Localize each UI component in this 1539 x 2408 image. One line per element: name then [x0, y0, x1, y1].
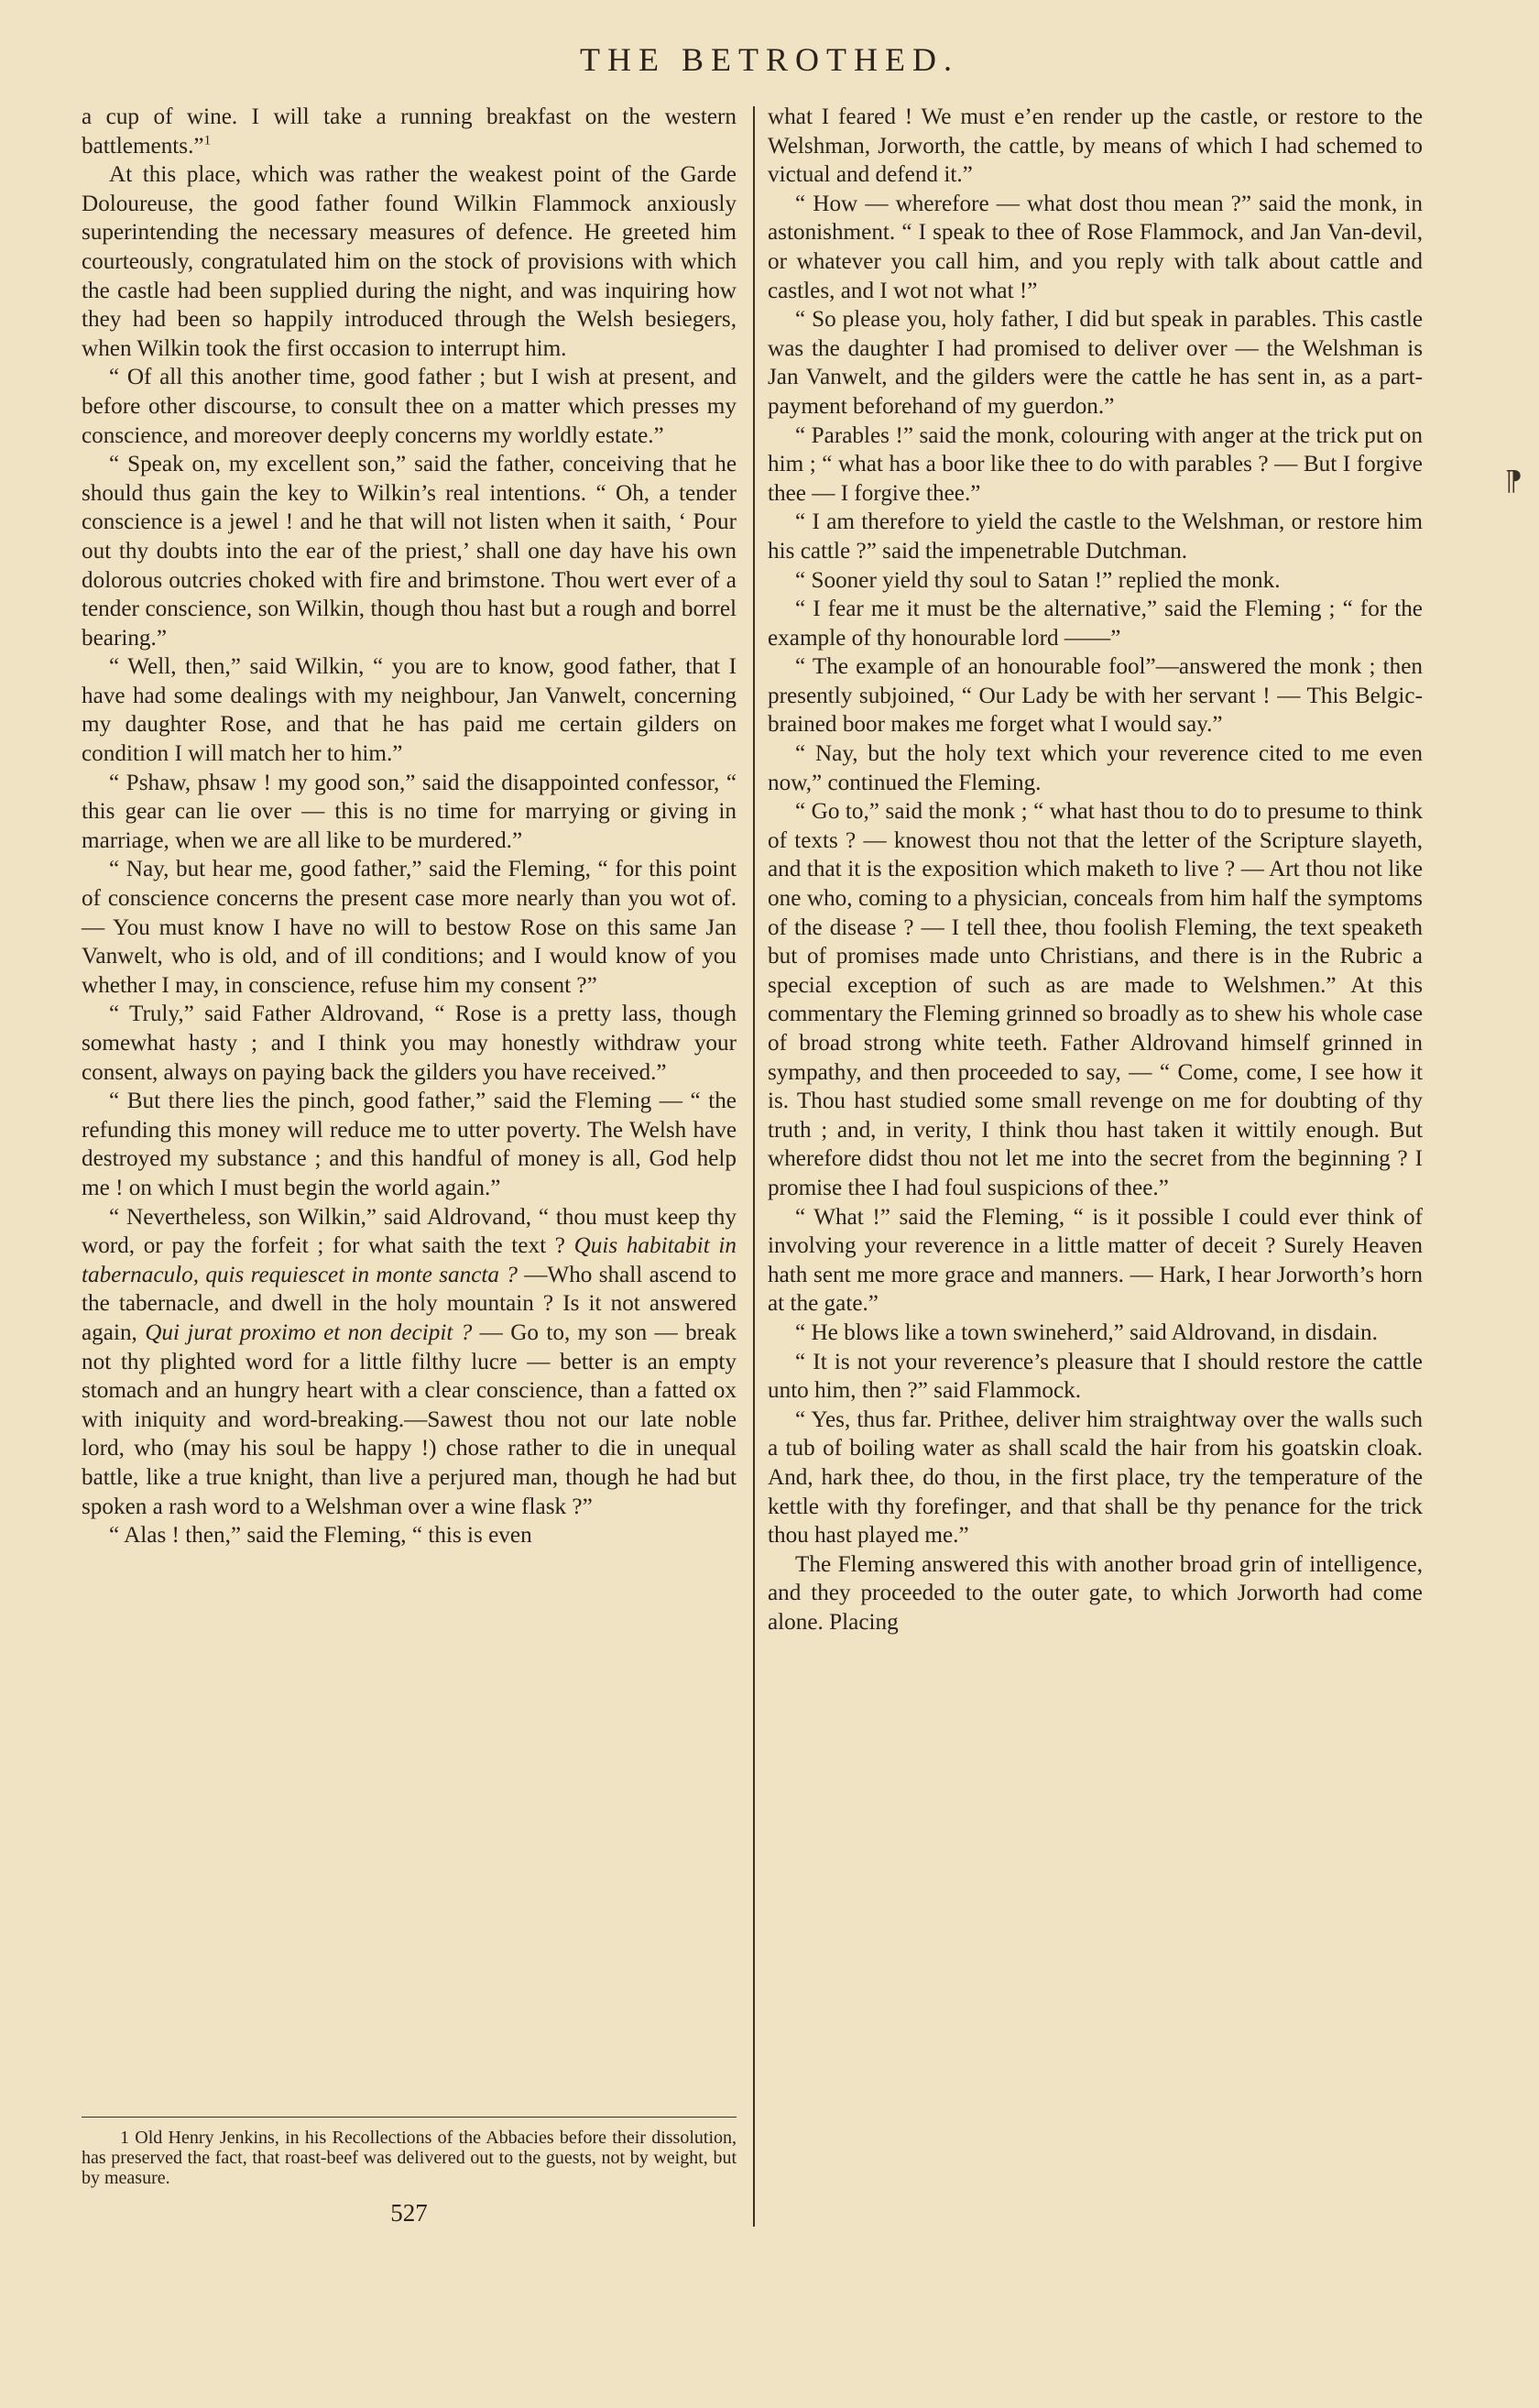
paragraph: “ Well, then,” said Wilkin, “ you are to know, good father, that I have had some dealings with my neighbour, Jan Vanwelt, concerning my daughter Rose, and that he has paid me certain gilders on condition I will match her to him.” — [82, 654, 737, 767]
paragraph: “ How — wherefore — what dost thou mean ?” said the monk, in astonishment. “ I speak to thee of Rose Flammock, and Jan Van-devil, or whatever you call him, and you reply with talk about cattle and castles, and I wot not what !” — [768, 191, 1423, 303]
paragraph — [82, 103, 737, 160]
paragraph: “ What !” said the Fleming, “ is it possible I could ever think of involving your reverence in a little matter of deceit ? Surely Heaven hath sent me more grace and manners. — Hark, I hear Jorworth’s horn at the gate.” — [768, 1204, 1423, 1317]
paragraph-text: “ Nevertheless, son Wilkin,” said Aldrovand, “ thou must keep thy word, or pay the forfeit ; for what saith the text ? — [82, 1204, 737, 1259]
page-title: THE BETROTHED. — [580, 41, 959, 78]
paragraph: “ Nay, but the holy text which your reverence cited to me even now,” continued the Fleming. — [768, 741, 1423, 795]
latin-quote: Quis habitabit in tabernaculo, quis requiescet in monte sancta ? — [82, 1233, 737, 1287]
paragraph: “ Of all this another time, good father ; but I wish at present, and before other discourse, to consult thee on a matter which presses my conscience, and moreover deeply concerns my worldly estate.” — [82, 365, 737, 448]
paragraph: “ It is not your reverence’s pleasure that I should restore the cattle unto him, then ?” said Flammock. — [768, 1349, 1423, 1404]
right-column — [768, 103, 1423, 1636]
paragraph: “ Nay, but hear me, good father,” said the Fleming, “ for this point of conscience concerns the present case more nearly than you wot of. — You must know I have no will to bestow Rose on this same Jan Vanwelt, who is old, and of ill conditions; and I would know of you whether I may, in conscience, refuse him my consent ?” — [82, 857, 737, 998]
footnote: 1 Old Henry Jenkins, in his Recollections of the Abbacies before their dissolution, has preserved the fact, that roast-beef was delivered out to the guests, not by weight, but by measure. — [82, 2128, 737, 2188]
paragraph: “ Parables !” said the monk, colouring with anger at the trick put on him ; “ what has a boor like thee to do with parables ? — But I forgive thee — I forgive thee.” — [768, 422, 1423, 506]
latin-quote: Qui jurat proximo et non decipit ? — [145, 1319, 473, 1345]
paragraph: At this place, which was rather the weakest point of the Garde Doloureuse, the good father found Wilkin Flammock anxiously superintending the necessary measures of defence. He greeted him courteously, congratulated him on the stock of provisions with which the castle had been supplied during the night, and was inquiring how they had been so happily introduced through the Welsh besiegers, when Wilkin took the first occasion to interrupt him. — [82, 162, 737, 361]
paragraph: “ Alas ! then,” said the Fleming, “ this is even — [109, 1523, 532, 1549]
paragraph: “ Pshaw, phsaw ! my good son,” said the disappointed confessor, “ this gear can lie over — this is no time for marrying or giving in marriage, when we are all like to be murdered.” — [82, 770, 737, 853]
paragraph: “ The example of an honourable fool”—answered the monk ; then presently subjoined, “ Our Lady be with her servant ! — This Belgic-brained boor makes me forget what I would say.” — [768, 654, 1423, 738]
paragraph-text: a cup of wine. I will take a running breakfast on the western battlements.” — [82, 104, 737, 159]
margin-mark-icon: ⁋ — [1504, 465, 1523, 498]
paragraph: “ So please you, holy father, I did but speak in parables. This castle was the daughter I had promised to deliver over — the Welshman is Jan Vanwelt, and the gilders were the cattle he has sent in, as a part-payment beforehand of my guerdon.” — [768, 307, 1423, 419]
paragraph: “ Sooner yield thy soul to Satan !” replied the monk. — [795, 567, 1281, 593]
paragraph: “ But there lies the pinch, good father,” said the Fleming — “ the refunding this money will reduce me to utter poverty. The Welsh have destroyed my substance ; and this handful of money is all, God help me ! on which I must begin the world again.” — [82, 1089, 737, 1200]
footnote-reference: 1 — [203, 133, 212, 148]
paragraph: “ I am therefore to yield the castle to the Welshman, or restore him his cattle ?” said the impenetrable Dutchman. — [768, 509, 1423, 564]
paragraph: what I feared ! We must e’en render up the castle, or restore to the Welshman, Jorworth, the cattle, by means of which I had schemed to victual and defend it.” — [768, 104, 1423, 188]
paragraph: “ Yes, thus far. Prithee, deliver him straightway over the walls such a tub of boiling water as shall scald the hair from his goatskin cloak. And, hark thee, do thou, in the first place, try the temperature of the kettle with thy forefinger, and that shall be thy penance for the trick thou hast played me.” — [768, 1406, 1423, 1549]
paragraph: “ Truly,” said Father Aldrovand, “ Rose is a pretty lass, though somewhat hasty ; and I think you may honestly withdraw your consent, always on paying back the gilders you have received.” — [82, 1002, 737, 1085]
paragraph: The Fleming answered this with another broad grin of intelligence, and they proceeded to the outer gate, to which Jorworth had come alone. Placing — [768, 1551, 1423, 1635]
column-divider — [753, 106, 755, 2227]
paragraph: “ Speak on, my excellent son,” said the father, conceiving that he should thus gain the key to Wilkin’s real intentions. “ Oh, a tender conscience is a jewel ! and he that will not listen when it saith, ‘ Pour out thy doubts into the ear of the priest,’ shall one day have his own dolorous outcries choked with fire and brimstone. Thou wert ever of a tender conscience, son Wilkin, though thou hast but a rough and borrel bearing.” — [82, 452, 737, 651]
paragraph: “ Go to,” said the monk ; “ what hast thou to do to presume to think of texts ? — knowest thou not that the letter of the Scripture slayeth, and that it is the exposition which maketh to live ? — Art thou not like one who, coming to a physician, conceals from him half the symptoms of the disease ? — I tell thee, thou foolish Fleming, the text speaketh but of promises made unto Christians, and there is in the Rubric a special exception of such as are made to Welshmen.” At this commentary the Fleming grinned so broadly as to shew his whole case of broad strong white teeth. Father Aldrovand himself grinned in sympathy, and then proceeded to say, — “ Come, come, I see how it is. Thou hast studied some small revenge on me for doubting of thy truth ; and, in verity, I think thou hast taken it wittily enough. But wherefore didst thou not let me into the secret from the beginning ? I promise thee I had foul suspicions of thee.” — [768, 799, 1423, 1200]
paragraph-text: — Go to, my son — break not thy plighted word for a little filthy lucre — better is an empty stomach and an hungry heart with a clear conscience, than a fatted ox with iniquity and word-breaking.—Sawest thou not our late noble lord, who (may his soul be happy !) chose rather to die in unequal battle, like a true knight, than live a perjured man, though he had but spoken a rash word to a Welshman over a wine flask ?” — [82, 1319, 737, 1519]
paragraph: “ I fear me it must be the alternative,” said the Fleming ; “ for the example of thy honourable lord ——” — [768, 597, 1423, 651]
page-number: 527 — [390, 2199, 428, 2227]
paragraph: “ He blows like a town swineherd,” said Aldrovand, in disdain. — [795, 1319, 1378, 1345]
footnote-divider — [82, 2117, 737, 2118]
left-column — [82, 103, 737, 1550]
paragraph-text: —Who shall ascend to the tabernacle, and dwell in the holy mountain ? Is it not answered again, — [82, 1262, 737, 1345]
paragraph — [82, 1203, 737, 1522]
